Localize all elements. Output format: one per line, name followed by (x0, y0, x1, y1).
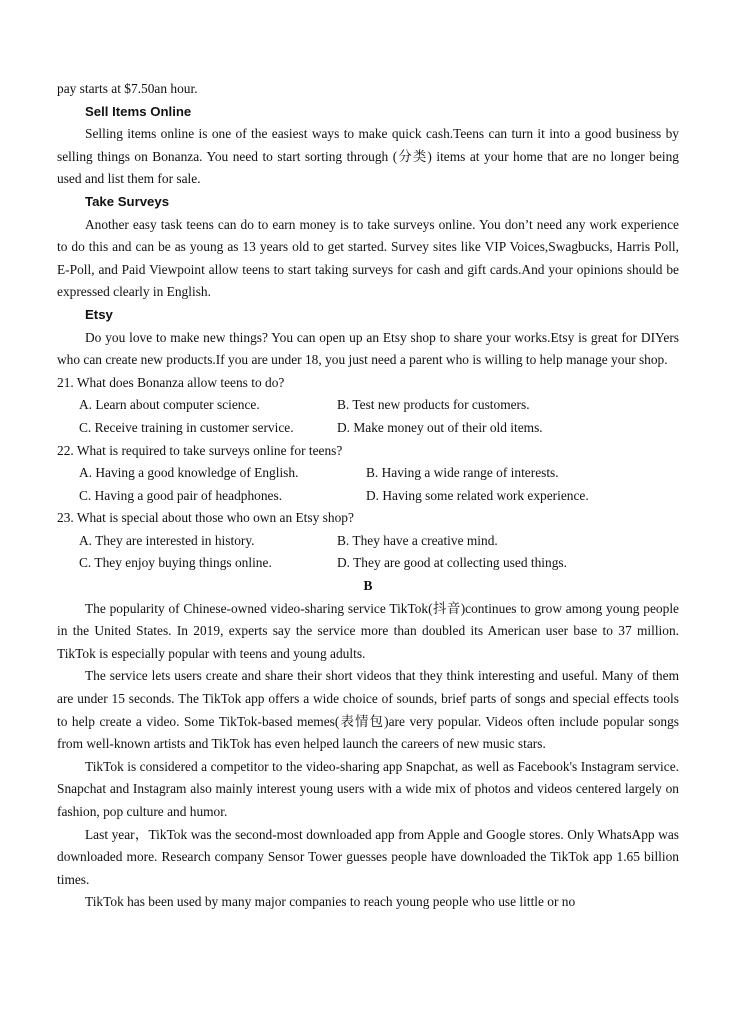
section-heading-etsy: Etsy (85, 306, 113, 322)
option-d: D. Having some related work experience. (366, 487, 589, 503)
option-b: B. Test new products for customers. (337, 397, 530, 413)
question-22-options (57, 462, 679, 507)
passage-b-paragraph: The service lets users create and share their short videos that they think interesting and useful. Many of them are under 15 seconds. The TikTok app offers a wide choice of sounds, brief parts of songs and special effects tools to help create a video. Some TikTok-based memes(表情包)are very popular. Videos often include popular songs from well-known artists and TikTok has even helped launch the careers of new music stars. (57, 668, 679, 752)
question-23-stem: 23. What is special about those who own an Etsy shop? (57, 510, 354, 526)
option-c: C. Receive training in customer service. (79, 419, 294, 435)
option-a: A. Having a good knowledge of English. (79, 465, 299, 481)
option-b: B. They have a creative mind. (337, 532, 498, 548)
question-22-stem: 22. What is required to take surveys online for teens? (57, 442, 343, 458)
option-d: D. They are good at collecting used things. (337, 555, 567, 571)
section-text-sell-items: Selling items online is one of the easiest ways to make quick cash.Teens can turn it into a good business by selling things on Bonanza. You need to start sorting through (分类) items at your home that are no longer being used and list them for sale. (57, 126, 679, 187)
question-23-options (57, 530, 679, 575)
section-b-label: B (363, 578, 373, 594)
option-d: D. Make money out of their old items. (337, 419, 543, 435)
option-b: B. Having a wide range of interests. (366, 465, 559, 481)
passage-b-paragraph: Last year，TikTok was the second-most downloaded app from Apple and Google stores. Only WhatsApp was downloaded more. Research company Sensor Tower guesses people have downloaded the TikTok app 1.65 billion times. (57, 826, 679, 887)
section-text-take-surveys: Another easy task teens can do to earn money is to take surveys online. You don’t need any work experience to do this and can be as young as 13 years old to get started. Survey sites like VIP Voices,Swagbucks, Harris Poll, E-Poll, and Paid Viewpoint allow teens to start taking surveys for cash and gift cards.And your opinions should be expressed clearly in English. (57, 216, 679, 300)
intro-end-line: pay starts at $7.50an hour. (57, 81, 198, 96)
section-text-etsy: Do you love to make new things? You can open up an Etsy shop to share your works.Etsy is great for DIYers who can create new products.If you are under 18, you just need a parent who is willing to help manage your shop. (57, 329, 679, 368)
option-c: C. They enjoy buying things online. (79, 555, 272, 571)
section-heading-sell-items: Sell Items Online (85, 103, 192, 119)
option-c: C. Having a good pair of headphones. (79, 487, 283, 503)
passage-b-paragraph: TikTok is considered a competitor to the video-sharing app Snapchat, as well as Facebook's Instagram service. Snapchat and Instagram also mainly interest young users with a wide mix of photos and videos centered largely on fashion, pop culture and humor. (57, 758, 679, 819)
option-a: A. Learn about computer science. (79, 397, 260, 413)
section-heading-take-surveys: Take Surveys (85, 193, 170, 209)
question-21-stem: 21. What does Bonanza allow teens to do? (57, 374, 285, 390)
question-21-options (57, 394, 679, 439)
passage-b-paragraph: TikTok has been used by many major companies to reach young people who use little or no (85, 894, 576, 910)
document-page (57, 78, 679, 914)
passage-b-paragraph: The popularity of Chinese-owned video-sharing service TikTok(抖音)continues to grow among young people in the United States. In 2019, experts say the service more than doubled its American user base to 37 million. TikTok is especially popular with teens and young adults. (57, 600, 679, 661)
option-a: A. They are interested in history. (79, 532, 255, 548)
